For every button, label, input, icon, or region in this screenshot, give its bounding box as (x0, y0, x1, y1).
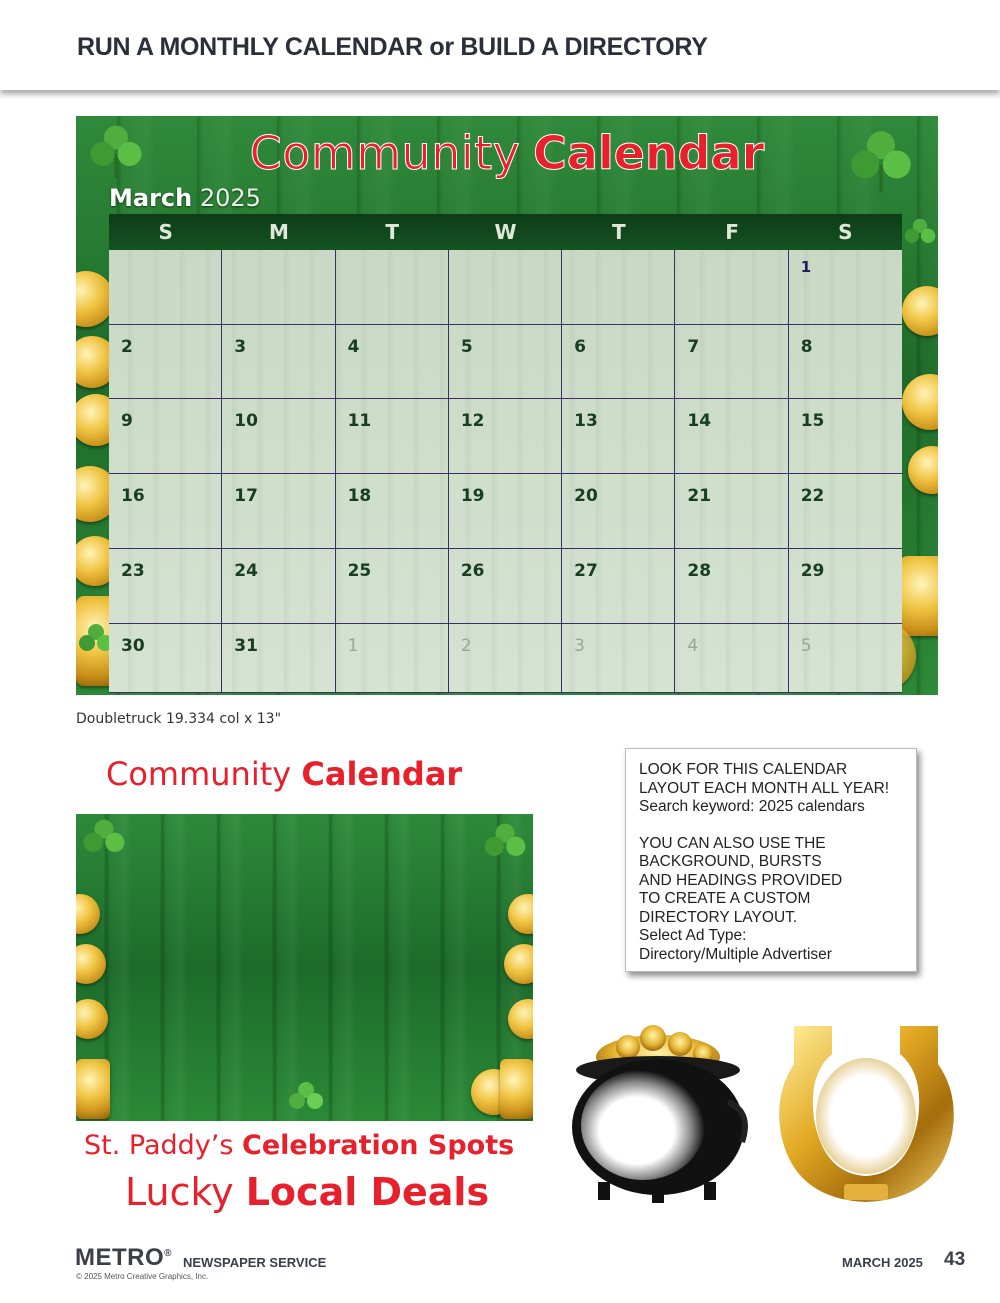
calendar-day-number: 7 (687, 336, 700, 357)
calendar-day-cell (562, 250, 675, 325)
calendar-day-number: 13 (574, 411, 598, 432)
calendar-caption: Doubletruck 19.334 col x 13" (76, 711, 282, 727)
calendar-day-cell (562, 325, 675, 400)
calendar-day-number: 26 (460, 560, 485, 581)
secondary-title-light: Community (106, 755, 292, 793)
info-line: BACKGROUND, BURSTS (639, 853, 822, 870)
weekday-label: T (385, 220, 400, 244)
secondary-calendar-heading (106, 755, 462, 793)
calendar-day-cell (109, 549, 222, 624)
gold-coin-icon (902, 286, 938, 336)
weekday-label: F (725, 220, 739, 244)
weekday-label: W (494, 220, 517, 244)
gold-coin-icon (76, 1059, 110, 1119)
registered-mark: ® (164, 1248, 173, 1259)
calendar-day-cell (675, 474, 788, 549)
calendar-day-number: 10 (234, 411, 258, 432)
calendar-day-cell (109, 624, 222, 693)
shamrock-icon (902, 216, 938, 252)
calendar-day-number: 11 (347, 411, 372, 432)
calendar-day-cell (675, 250, 788, 325)
info-line: DIRECTORY LAYOUT. (639, 908, 798, 926)
calendar-day-cell (789, 624, 902, 693)
calendar-day-number: 2 (460, 635, 472, 656)
calendar-title (76, 126, 938, 180)
calendar-day-cell (109, 474, 222, 549)
calendar-day-number: 20 (574, 486, 598, 507)
gold-coin-icon (500, 1059, 533, 1119)
calendar-day-cell (789, 549, 902, 624)
lucky-heading-bold: Local Deals (245, 1170, 490, 1214)
secondary-title-bold: Calendar (301, 755, 463, 793)
metro-logo-text: METRO (75, 1244, 165, 1271)
calendar-day-cell (336, 549, 449, 624)
calendar-day-cell (675, 399, 788, 474)
info-box (625, 748, 917, 972)
calendar-day-cell (222, 624, 335, 693)
calendar-grid (109, 250, 902, 693)
calendar-graphic (76, 116, 938, 695)
calendar-day-cell (336, 325, 449, 400)
calendar-day-number: 19 (460, 486, 485, 507)
calendar-day-number: 2 (121, 336, 133, 357)
calendar-day-cell (449, 250, 562, 325)
calendar-day-cell (789, 399, 902, 474)
calendar-day-cell (675, 549, 788, 624)
calendar-day-number: 8 (800, 336, 813, 357)
calendar-day-cell (789, 325, 902, 400)
shamrock-icon (481, 820, 529, 868)
month-name: March (109, 184, 193, 212)
calendar-day-cell (562, 624, 675, 693)
calendar-day-cell (675, 325, 788, 400)
footer-date: MARCH 2025 (842, 1255, 923, 1270)
metro-logo (75, 1244, 172, 1272)
info-line: Directory/Multiple Advertiser (639, 945, 832, 963)
calendar-day-number: 3 (574, 635, 585, 656)
calendar-day-cell (222, 250, 335, 325)
calendar-day-number: 27 (574, 560, 598, 581)
calendar-day-number: 22 (800, 486, 825, 507)
year-label: 2025 (199, 184, 261, 212)
calendar-day-number: 6 (574, 336, 586, 357)
calendar-day-number: 5 (800, 635, 812, 656)
calendar-day-number: 14 (687, 411, 712, 432)
shamrock-icon (80, 816, 128, 864)
calendar-day-cell (789, 250, 902, 325)
calendar-day-number: 24 (234, 560, 258, 581)
calendar-day-number: 15 (800, 411, 825, 432)
calendar-day-cell (562, 399, 675, 474)
gold-coin-icon (76, 999, 108, 1039)
calendar-title-light: Community (249, 126, 521, 180)
paddy-heading-light: St. Paddy’s (84, 1130, 234, 1161)
info-line: LAYOUT EACH MONTH ALL YEAR! (639, 779, 890, 797)
lucky-heading-light: Lucky (125, 1170, 234, 1214)
calendar-day-cell (109, 250, 222, 325)
gold-coin-icon (76, 894, 100, 934)
paddy-heading-bold: Celebration Spots (242, 1130, 515, 1161)
calendar-day-number: 16 (121, 486, 145, 507)
wood-background-graphic (76, 814, 533, 1121)
calendar-day-number: 25 (347, 560, 372, 581)
info-line: Select Ad Type: (639, 927, 747, 944)
paddy-heading (84, 1130, 514, 1161)
calendar-day-cell (449, 399, 562, 474)
info-line: LOOK FOR THIS CALENDAR (639, 761, 848, 778)
calendar-day-number: 9 (121, 411, 133, 432)
calendar-day-cell (222, 474, 335, 549)
calendar-day-cell (789, 474, 902, 549)
calendar-day-number: 30 (121, 635, 145, 656)
gold-coin-icon (504, 944, 533, 984)
calendar-day-cell (449, 549, 562, 624)
calendar-day-cell (449, 624, 562, 693)
calendar-day-cell (222, 325, 335, 400)
gold-coin-icon (508, 999, 533, 1039)
shamrock-icon (286, 1079, 326, 1119)
weekday-header (109, 214, 902, 250)
calendar-day-number: 12 (460, 411, 485, 432)
weekday-label: S (158, 220, 173, 244)
calendar-day-cell (449, 474, 562, 549)
calendar-day-number: 1 (800, 258, 812, 276)
calendar-day-number: 31 (234, 635, 258, 656)
weekday-label: T (611, 220, 626, 244)
calendar-month-label (109, 184, 261, 212)
page-title: RUN A MONTHLY CALENDAR or BUILD A DIRECTORY (77, 33, 708, 61)
calendar-day-number: 23 (121, 560, 145, 581)
calendar-day-cell (109, 325, 222, 400)
info-line: YOU CAN ALSO USE THE (639, 834, 826, 852)
info-line: AND HEADINGS PROVIDED (639, 871, 843, 889)
calendar-day-number: 4 (687, 635, 699, 656)
info-line: Search keyword: 2025 calendars (639, 798, 865, 815)
calendar-day-number: 4 (347, 336, 360, 357)
horseshoe-icon (774, 1024, 959, 1204)
calendar-day-number: 17 (234, 486, 258, 507)
calendar-day-cell (336, 399, 449, 474)
page-header (0, 0, 1000, 90)
gold-coin-icon (76, 944, 106, 984)
calendar-day-number: 21 (687, 486, 712, 507)
gold-coin-icon (898, 556, 938, 636)
calendar-title-bold: Calendar (533, 126, 765, 180)
calendar-day-number: 3 (234, 336, 247, 357)
weekday-label: S (838, 220, 853, 244)
calendar-day-cell (336, 474, 449, 549)
calendar-day-number: 18 (347, 486, 372, 507)
calendar-day-cell (562, 474, 675, 549)
weekday-label: M (268, 220, 289, 244)
calendar-day-cell (675, 624, 788, 693)
gold-coin-icon (908, 446, 938, 494)
gold-coin-icon (902, 374, 938, 430)
pot-of-gold-icon (568, 1022, 752, 1204)
calendar-day-cell (562, 549, 675, 624)
calendar-day-cell (109, 399, 222, 474)
calendar-day-cell (222, 549, 335, 624)
calendar-day-cell (222, 399, 335, 474)
page-number: 43 (944, 1249, 966, 1270)
calendar-day-number: 5 (460, 336, 473, 357)
footer-copyright: © 2025 Metro Creative Graphics, Inc. (76, 1272, 209, 1281)
calendar-day-number: 1 (347, 635, 359, 656)
gold-coin-icon (508, 894, 533, 934)
footer-service: NEWSPAPER SERVICE (183, 1255, 327, 1270)
info-line: TO CREATE A CUSTOM (639, 890, 811, 907)
calendar-day-number: 29 (800, 560, 825, 581)
calendar-day-cell (336, 624, 449, 693)
calendar-day-cell (336, 250, 449, 325)
lucky-heading (125, 1170, 489, 1214)
calendar-day-number: 28 (687, 560, 712, 581)
calendar-day-cell (449, 325, 562, 400)
